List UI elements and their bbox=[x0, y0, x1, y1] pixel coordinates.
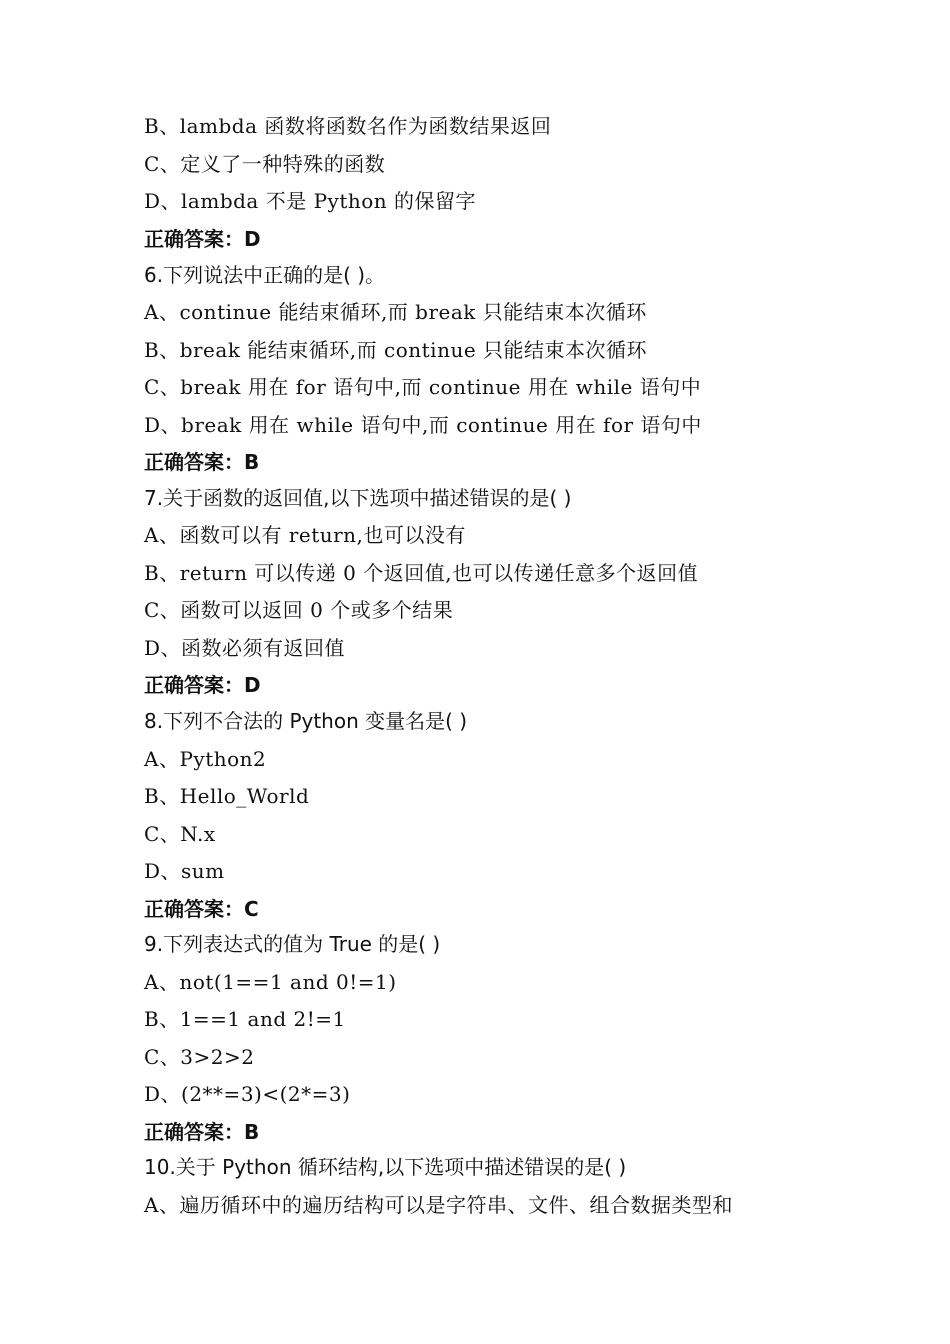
option-line: B、1==1 and 2!=1 bbox=[144, 1007, 346, 1031]
answer-line: 正确答案：D bbox=[144, 227, 261, 251]
option-line: C、定义了一种特殊的函数 bbox=[144, 152, 386, 176]
option-line: C、函数可以返回 0 个或多个结果 bbox=[144, 598, 454, 622]
answer-line: 正确答案：C bbox=[144, 897, 259, 921]
option-line: A、not(1==1 and 0!=1) bbox=[144, 970, 397, 994]
question-line: 10.关于 Python 循环结构,以下选项中描述错误的是( ) bbox=[144, 1155, 627, 1179]
question-line: 6.下列说法中正确的是( )。 bbox=[144, 263, 386, 287]
option-line: D、break 用在 while 语句中,而 continue 用在 for 语句中 bbox=[144, 413, 702, 437]
option-line: B、lambda 函数将函数名作为函数结果返回 bbox=[144, 114, 552, 138]
option-line: D、lambda 不是 Python 的保留字 bbox=[144, 189, 477, 213]
answer-line: 正确答案：B bbox=[144, 1120, 260, 1144]
option-line: B、return 可以传递 0 个返回值,也可以传递任意多个返回值 bbox=[144, 561, 699, 585]
option-line: A、continue 能结束循环,而 break 只能结束本次循环 bbox=[144, 300, 647, 324]
option-line: C、3>2>2 bbox=[144, 1045, 255, 1069]
option-line: C、N.x bbox=[144, 822, 216, 846]
answer-line: 正确答案：B bbox=[144, 450, 260, 474]
option-line: A、函数可以有 return,也可以没有 bbox=[144, 523, 466, 547]
option-line: C、break 用在 for 语句中,而 continue 用在 while 语句中 bbox=[144, 375, 702, 399]
question-line: 7.关于函数的返回值,以下选项中描述错误的是( ) bbox=[144, 486, 572, 510]
question-line: 8.下列不合法的 Python 变量名是( ) bbox=[144, 709, 468, 733]
question-line: 9.下列表达式的值为 True 的是( ) bbox=[144, 932, 441, 956]
option-line: D、(2**=3)<(2*=3) bbox=[144, 1082, 351, 1106]
option-line: A、遍历循环中的遍历结构可以是字符串、文件、组合数据类型和 bbox=[144, 1193, 733, 1217]
option-line: D、函数必须有返回值 bbox=[144, 636, 346, 660]
option-line: B、Hello_World bbox=[144, 784, 310, 808]
option-line: B、break 能结束循环,而 continue 只能结束本次循环 bbox=[144, 338, 648, 362]
answer-line: 正确答案：D bbox=[144, 673, 261, 697]
option-line: A、Python2 bbox=[144, 747, 267, 771]
option-line: D、sum bbox=[144, 859, 225, 883]
